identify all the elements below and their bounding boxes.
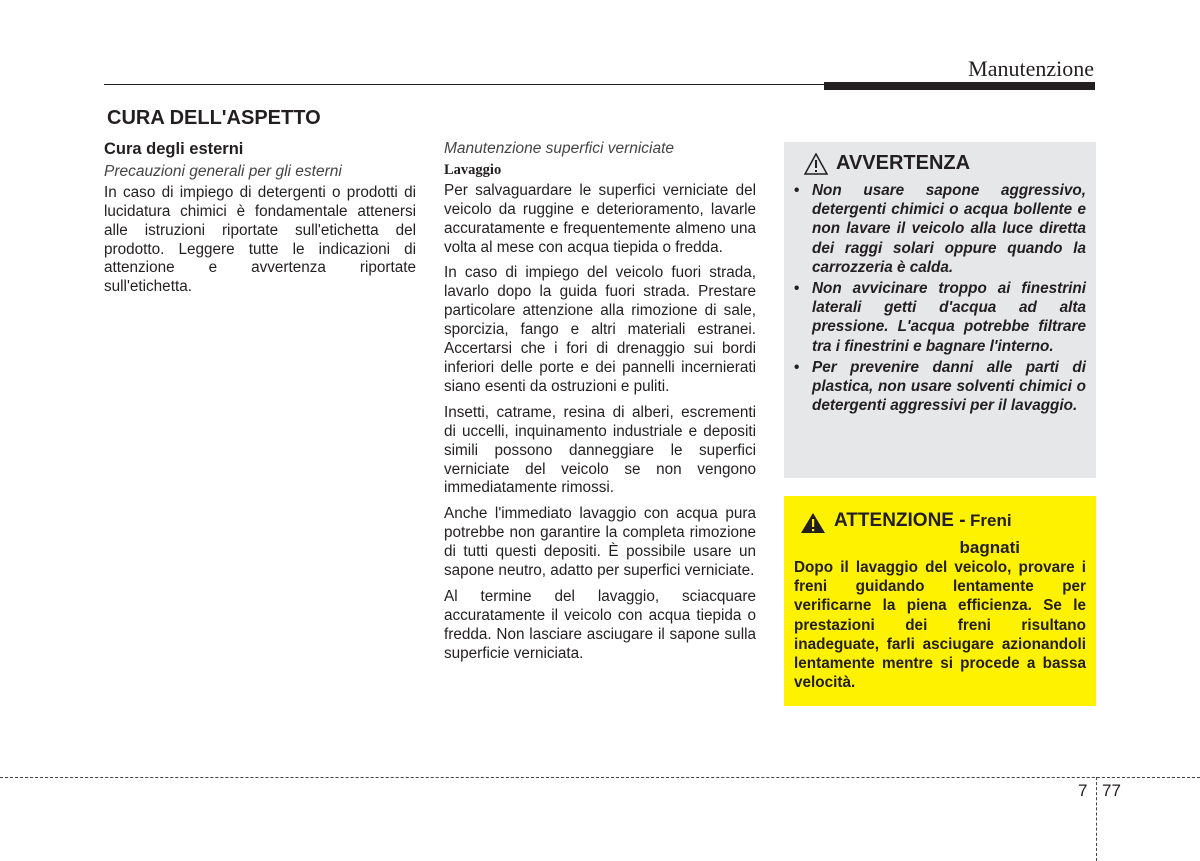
footer-dashed-divider xyxy=(1096,777,1097,861)
paragraph: In caso di impiego del veicolo fuori strada, lavarlo dopo la guida fuori strada. Prestare particolare attenzione alla rimozione di sale, sporcizia, fango e altri materiali estranei. Accertarsi che i fori di drenaggio sui bordi inferiori delle porte e dei pannelli incernierati siano esenti da ostruzioni e puliti. xyxy=(444,264,756,395)
warning-item: • Non usare sapone aggressivo, detergenti chimici o acqua bollente e non lavare il veicolo alla luce diretta dei raggi solari oppure quando la carrozzeria è calda. xyxy=(794,181,1086,277)
page-number: 77 xyxy=(1102,781,1121,800)
column-painted-surfaces xyxy=(444,140,756,671)
header-bar xyxy=(824,82,1095,90)
subheading-painted-surfaces: Manutenzione superfici verniciate xyxy=(444,140,675,157)
subheading-precautions: Precauzioni generali per gli esterni xyxy=(104,162,342,180)
footer-dashed-rule xyxy=(0,777,1200,778)
caution-triangle-icon xyxy=(800,512,826,534)
paragraph: Al termine del lavaggio, sciacquare accuratamente il veicolo con acqua tiepida o fredda. Non lasciare asciugare il sapone sulla superficie verniciata. xyxy=(444,587,756,662)
column-exterior-care xyxy=(104,140,416,304)
caution-box xyxy=(784,496,1096,706)
caution-title: ATTENZIONE - xyxy=(834,510,966,531)
section-name: Manutenzione xyxy=(968,56,1094,81)
paragraph: Per salvaguardare le superfici verniciate del veicolo da ruggine e deterioramento, lavarle accuratamente e frequentemente almeno una volta al mese con acqua tiepida o fredda. xyxy=(444,181,756,256)
page-title: CURA DELL'ASPETTO xyxy=(107,107,321,129)
chapter-number: 7 xyxy=(1078,781,1088,800)
caution-heading xyxy=(834,510,1012,532)
paragraph: Anche l'immediato lavaggio con acqua pura potrebbe non garantire la completa rimozione di tutti questi depositi. È possibile usare un sapone neutro, adatto per superfici verniciate. xyxy=(444,505,756,580)
body-text xyxy=(444,182,756,664)
caution-text: Dopo il lavaggio del veicolo, provare i freni guidando lentamente per verificarne la piena efficienza. Se le prestazioni dei freni risultano inadeguate, farli asciugare azionandoli lentamente mentre si procede a bassa velocità. xyxy=(794,559,1086,692)
caution-header xyxy=(800,510,1086,534)
paragraph: In caso di impiego di detergenti o prodotti di lucidatura chimici è fondamentale attenersi alle istruzioni riportate sull'etichetta del prodotto. Leggere tutte le indicazioni di attenzione e avvertenza riportate sull'etichetta. xyxy=(104,183,416,296)
subheading-exterior: Cura degli esterni xyxy=(104,140,244,158)
caution-subtitle: Freni xyxy=(970,511,1012,530)
warning-box xyxy=(784,142,1096,478)
warning-title: AVVERTENZA xyxy=(836,152,971,174)
body-text xyxy=(104,184,416,297)
subheading-washing: Lavaggio xyxy=(444,161,502,178)
paragraph: Insetti, catrame, resina di alberi, escrementi di uccelli, inquinamento industriale e depositi simili possono danneggiare le superfici verniciate del veicolo se non vengono immediatamente rimossi. xyxy=(444,403,756,497)
warning-list xyxy=(794,181,1086,415)
warning-header xyxy=(804,152,1086,175)
caution-subtitle-2: bagnati xyxy=(959,538,1020,557)
warning-triangle-icon xyxy=(804,153,828,175)
warning-item: • Non avvicinare troppo ai finestrini laterali getti d'acqua ad alta pressione. L'acqua potrebbe filtrare tra i finestrini e bagnare l'interno. xyxy=(794,279,1086,356)
warning-item: • Per prevenire danni alle parti di plastica, non usare solventi chimici o detergenti aggressivi per il lavaggio. xyxy=(794,358,1086,416)
